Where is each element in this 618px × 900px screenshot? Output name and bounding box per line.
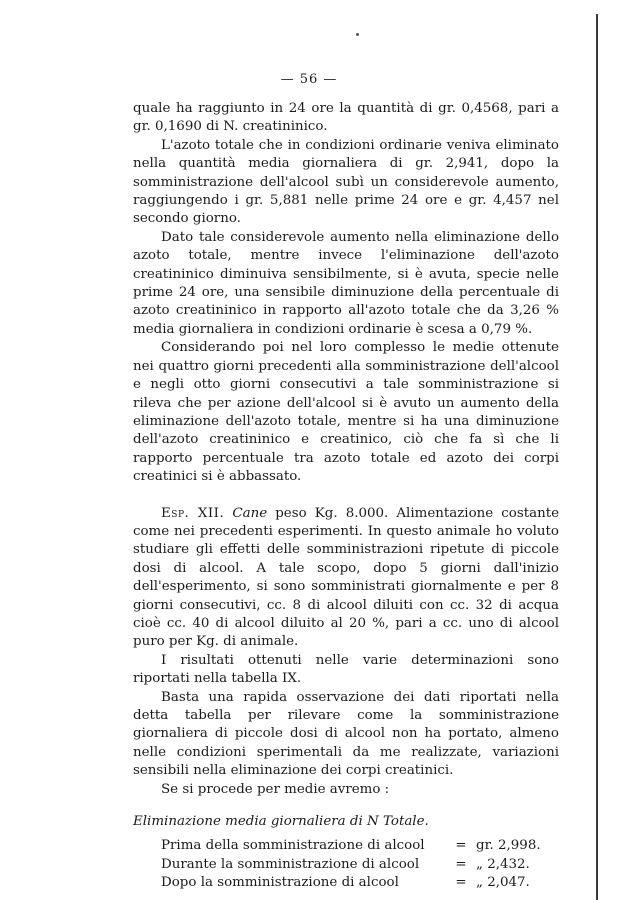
average-label: Durante la somministrazione di alcool [161,856,420,872]
experiment-label: Esp. XII. [161,505,225,521]
average-row [133,856,559,874]
paragraph-gap [133,487,559,505]
average-value: „ 2,047. [476,875,530,891]
paragraph: Considerando poi nel loro complesso le medie ottenute nei quattro giorni precedenti alla somministrazione dell'alcool e negli otto giorni consecutivi a tale somministrazione si rileva che per azione dell'alcool si è avuto un aumento della eliminazione dell'azoto totale, mentre si ha una diminuzione dell'azoto creatininico e creatinico, ciò che fa sì che li rapporto percentuale tra azoto totale ed azoto dei corpi creatinici si è abbassato. [133,340,559,485]
average-label: Prima della somministrazione di alcool [161,838,425,854]
paragraph: Basta una rapida osservazione dei dati riportati nella detta tabella per rilevare come la somministrazione giornaliera di piccole dosi di alcool non ha portato, almeno nelle condizioni sperimentali da me realizzate, variazioni sensibili nella eliminazione dei corpi creatinici. [133,689,559,779]
experiment-text: peso Kg. 8.000. Alimentazione costante come nei precedenti esperimenti. In questo animale ho voluto studiare gli effetti delle somministrazioni ripetute di piccole dosi di alcool. A tale scopo, dopo 5 giorni dall'inizio dell'esperimento, si sono somministrati giornalmente e per 8 giorni consecutivi, cc. 8 di alcool diluiti con cc. 32 di acqua cioè cc. 40 di alcool diluito al 20 %, pari a cc. uno di alcool puro per Kg. di animale. [133,505,560,650]
average-value: gr. 2,998. [476,838,541,854]
section-title: Eliminazione media giornaliera di N Totale. [133,814,429,830]
experiment-species: Cane [232,505,268,521]
paragraph: quale ha raggiunto in 24 ore la quantità di gr. 0,4568, pari a gr. 0,1690 di N. creatininico. [133,101,559,135]
paragraph: L'azoto totale che in condizioni ordinarie veniva eliminato nella quantità media giornaliera di gr. 2,941, dopo la somministrazione dell'alcool subì un considerevole aumento, raggiungendo i gr. 5,881 nelle prime 24 ore e gr. 4,457 nel secondo giorno. [133,137,559,227]
page-edge-line [596,14,598,900]
average-operator: = [455,875,467,891]
average-value: „ 2,432. [476,856,530,872]
experiment-paragraph [133,505,559,652]
paragraph: Dato tale considerevole aumento nella eliminazione dello azoto totale, mentre invece l'eliminazione dell'azoto creatininico diminuiva sensibilmente, si è avuta, specie nelle prime 24 ore, una sensibile diminuzione della percentuale di azoto creatininico in rapporto all'azoto totale che da 3,26 % media giornaliera in condizioni ordinarie è scesa a 0,79 %. [133,229,559,337]
scan-speck [356,33,359,36]
average-row [133,837,559,855]
paragraph: Se si procede per medie avremo : [161,781,390,797]
average-operator: = [455,856,467,872]
paragraph: I risultati ottenuti nelle varie determinazioni sono riportati nella tabella IX. [133,652,559,687]
body-text [133,100,559,893]
page-number: — 56 — [280,72,338,87]
average-row [133,874,559,892]
average-label: Dopo la somministrazione di alcool [161,875,399,891]
average-operator: = [455,838,467,854]
